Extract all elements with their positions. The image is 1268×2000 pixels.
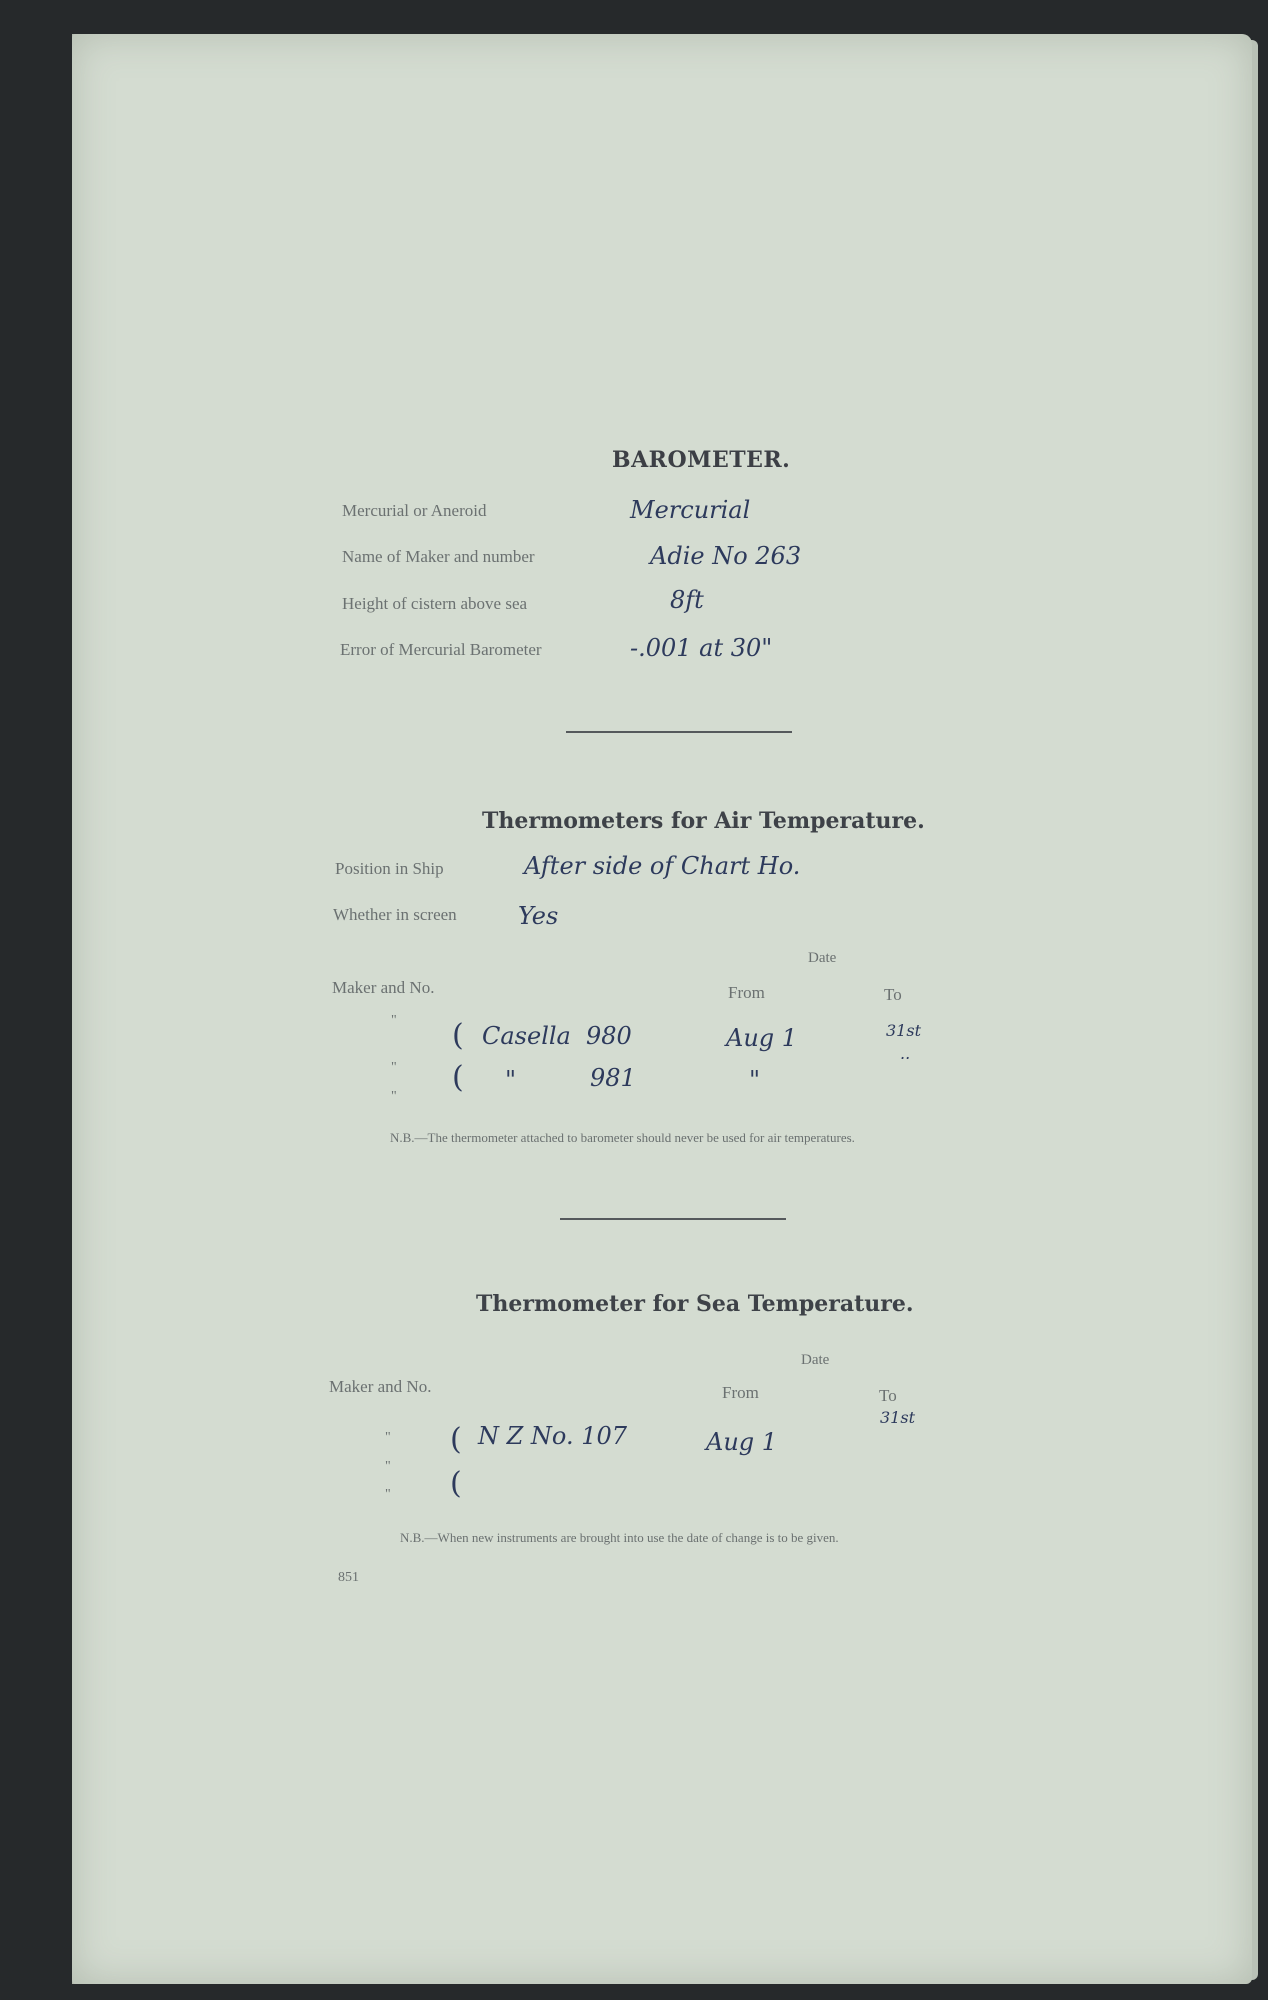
sea-from-header: From bbox=[722, 1383, 759, 1402]
mercurial-or-aneroid-value: Mercurial bbox=[630, 496, 751, 524]
sea-ditto-3: " bbox=[385, 1487, 391, 1502]
air-footnote: N.B.—The thermometer attached to barometer should never be used for air temperatures. bbox=[390, 1130, 855, 1145]
sea-brace-top: ( bbox=[450, 1422, 462, 1457]
air-entry-1-number: 980 bbox=[586, 1022, 632, 1050]
air-brace-top: ( bbox=[452, 1018, 464, 1053]
sea-brace-bottom: ( bbox=[450, 1466, 462, 1501]
sea-thermometer-title: Thermometer for Sea Temperature. bbox=[476, 1291, 914, 1317]
air-ditto-2: " bbox=[391, 1060, 397, 1075]
sea-entry-1-from: Aug 1 bbox=[706, 1428, 778, 1456]
air-ditto-3: " bbox=[391, 1089, 397, 1104]
section-divider bbox=[566, 731, 792, 733]
sea-ditto-1: " bbox=[385, 1430, 391, 1445]
air-date-header: Date bbox=[808, 950, 837, 966]
cistern-height-value: 8ft bbox=[670, 586, 704, 614]
air-entry-1-to: 31st bbox=[886, 1021, 921, 1040]
cistern-height-label: Height of cistern above sea bbox=[342, 594, 528, 613]
document-page bbox=[72, 34, 1252, 1984]
air-entry-2-from: " bbox=[749, 1066, 761, 1094]
maker-and-number-value: Adie No 263 bbox=[650, 542, 802, 570]
barometer-title: BAROMETER. bbox=[612, 447, 791, 473]
whether-in-screen-value: Yes bbox=[518, 902, 559, 930]
air-from-header: From bbox=[728, 983, 765, 1002]
barometer-error-label: Error of Mercurial Barometer bbox=[340, 640, 542, 659]
mercurial-or-aneroid-label: Mercurial or Aneroid bbox=[342, 501, 487, 520]
sea-ditto-2: " bbox=[385, 1459, 391, 1474]
page-number: 851 bbox=[338, 1570, 359, 1585]
air-to-header: To bbox=[884, 985, 902, 1004]
air-thermometers-title: Thermometers for Air Temperature. bbox=[482, 808, 925, 834]
air-ditto-1: " bbox=[391, 1013, 397, 1028]
position-in-ship-label: Position in Ship bbox=[335, 859, 444, 878]
air-maker-header: Maker and No. bbox=[332, 978, 435, 997]
sea-footnote: N.B.—When new instruments are brought into use the date of change is to be given. bbox=[400, 1530, 839, 1545]
air-entry-2-number: 981 bbox=[590, 1064, 636, 1092]
air-entry-2-maker: " bbox=[505, 1066, 517, 1094]
air-entry-2-to: .. bbox=[900, 1044, 911, 1063]
air-brace-bottom: ( bbox=[452, 1060, 464, 1095]
sea-entry-1-to: 31st bbox=[880, 1408, 915, 1427]
sea-maker-header: Maker and No. bbox=[329, 1377, 432, 1396]
maker-and-number-label: Name of Maker and number bbox=[342, 547, 535, 566]
position-in-ship-value: After side of Chart Ho. bbox=[524, 852, 801, 880]
sea-to-header: To bbox=[879, 1386, 897, 1405]
sea-date-header: Date bbox=[801, 1352, 830, 1368]
whether-in-screen-label: Whether in screen bbox=[333, 905, 457, 924]
barometer-error-value: -.001 at 30" bbox=[630, 634, 773, 662]
air-entry-1-maker: Casella bbox=[482, 1022, 571, 1050]
section-divider bbox=[560, 1218, 786, 1220]
air-entry-1-from: Aug 1 bbox=[726, 1024, 798, 1052]
sea-entry-1-maker: N Z No. 107 bbox=[478, 1422, 628, 1450]
